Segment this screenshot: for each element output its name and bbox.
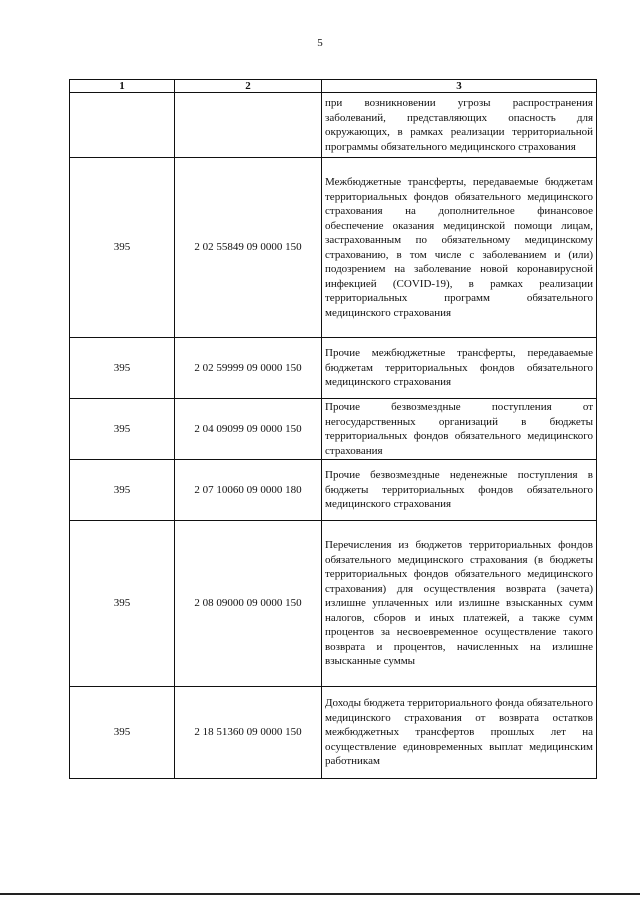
header-col-3: 3 <box>322 80 597 93</box>
description-cell: Межбюджетные трансферты, передаваемые бюджетам территориальных фондов обязательного медицинского страхования на дополнительное финансовое обеспечение оказания медицинской помощи лицам, застрахованным по обязательному медицинскому страхованию, в том числе с заболеванием и (или) подозрением на заболевание новой коронавирусной инфекцией (COVID-19), в рамках реализации территориальных программ обязательного медицинского страхования <box>322 158 597 338</box>
description-cell: Прочие безвозмездные поступления от негосударственных организаций в бюджеты территориальных фондов обязательного медицинского страхования <box>322 399 597 460</box>
header-col-1: 1 <box>70 80 175 93</box>
table-row <box>70 338 597 399</box>
description-cell: Прочие безвозмездные неденежные поступления в бюджеты территориальных фондов обязательного медицинского страхования <box>322 460 597 521</box>
description-cell: Перечисления из бюджетов территориальных фондов обязательного медицинского страхования (в бюджеты территориальных фондов обязательного медицинского страхования) для осуществления возврата (зачета) излишне уплаченных или излишне взысканных сумм налогов, сборов и иных платежей, а также сумм процентов за несвоевременное осуществление такого возврата и процентов, начисленных на излишне взысканные суммы <box>322 521 597 687</box>
header-col-2: 2 <box>175 80 322 93</box>
table-row <box>70 687 597 779</box>
admin-code-cell: 395 <box>70 399 175 460</box>
income-code-cell: 2 08 09000 09 0000 150 <box>175 521 322 687</box>
admin-code-cell: 395 <box>70 158 175 338</box>
admin-code-cell <box>70 93 175 158</box>
admin-code-cell: 395 <box>70 338 175 399</box>
description-cell: Доходы бюджета территориального фонда обязательного медицинского страхования от возврата остатков межбюджетных трансфертов прошлых лет на осуществление единовременных выплат медицинским работникам <box>322 687 597 779</box>
admin-code-cell: 395 <box>70 460 175 521</box>
admin-code-cell: 395 <box>70 521 175 687</box>
page-bottom-edge <box>0 893 640 895</box>
income-code-cell: 2 02 59999 09 0000 150 <box>175 338 322 399</box>
income-code-cell: 2 18 51360 09 0000 150 <box>175 687 322 779</box>
description-cell: Прочие межбюджетные трансферты, передаваемые бюджетам территориальных фондов обязательного медицинского страхования <box>322 338 597 399</box>
table-header-row <box>70 80 597 93</box>
income-code-cell <box>175 93 322 158</box>
table-row <box>70 460 597 521</box>
table-row <box>70 158 597 338</box>
income-code-cell: 2 02 55849 09 0000 150 <box>175 158 322 338</box>
admin-code-cell: 395 <box>70 687 175 779</box>
income-code-cell: 2 04 09099 09 0000 150 <box>175 399 322 460</box>
table-row <box>70 521 597 687</box>
table-row <box>70 93 597 158</box>
page-number: 5 <box>317 37 323 49</box>
codes-table <box>69 79 597 779</box>
description-cell: при возникновении угрозы распространения заболеваний, представляющих опасность для окружающих, в рамках реализации территориальной программы обязательного медицинского страхования <box>322 93 597 158</box>
table-row <box>70 399 597 460</box>
income-code-cell: 2 07 10060 09 0000 180 <box>175 460 322 521</box>
